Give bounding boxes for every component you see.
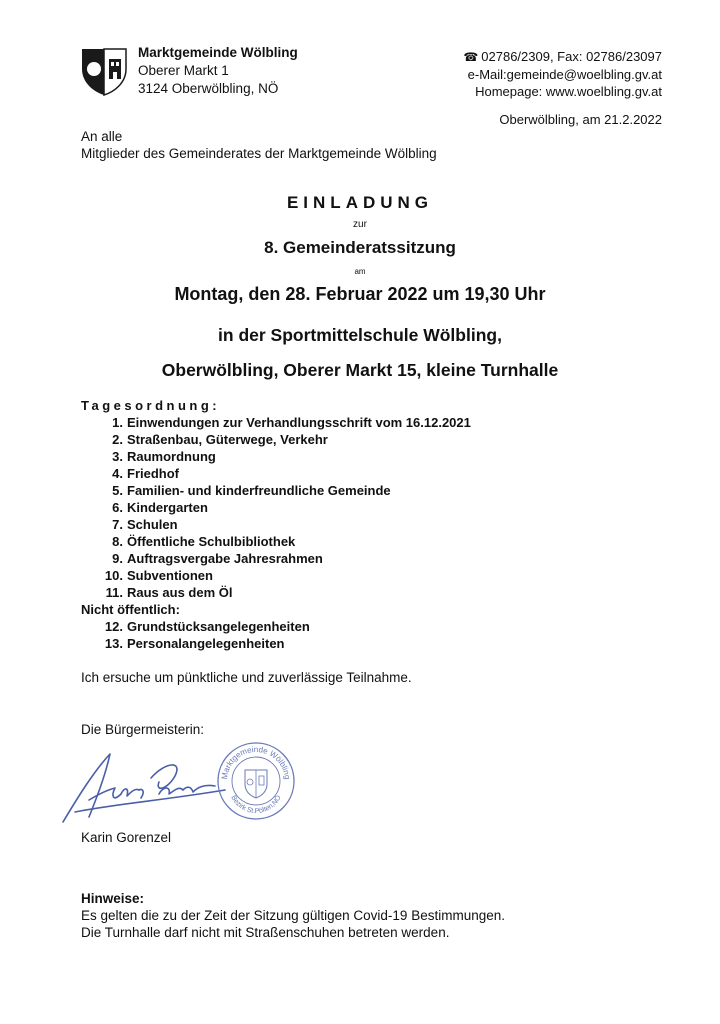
email-line: e-Mail:gemeinde@woelbling.gv.at	[467, 67, 662, 82]
notes-block	[81, 890, 505, 941]
organization-address	[138, 44, 298, 98]
recipient-line-2: Mitglieder des Gemeinderates der Marktgemeinde Wölbling	[81, 146, 437, 161]
organization-name: Marktgemeinde Wölbling	[138, 45, 298, 60]
homepage-line: Homepage: www.woelbling.gv.at	[475, 84, 662, 99]
agenda-item: 3. Raumordnung	[112, 449, 216, 464]
agenda-item: 10. Subventionen	[104, 568, 213, 583]
phone-icon: ☎	[463, 50, 479, 64]
session-location-2: Oberwölbling, Oberer Markt 15, kleine Turnhalle	[161, 360, 559, 380]
invitation-title: EINLADUNG	[286, 193, 434, 212]
agenda-item: 12. Grundstücksangelegenheiten	[104, 619, 310, 634]
recipient-block	[81, 128, 437, 162]
recipient-line-1: An alle	[81, 129, 123, 144]
agenda	[81, 397, 471, 652]
organization-street: Oberer Markt 1	[138, 63, 229, 78]
session-location-1: in der Sportmittelschule Wölbling,	[218, 325, 502, 345]
agenda-item: 8. Öffentliche Schulbibliothek	[112, 534, 296, 549]
agenda-item: 11. Raus aus dem Öl	[105, 585, 233, 600]
agenda-nonpublic-list	[81, 618, 471, 652]
agenda-nonpublic-title: Nicht öffentlich:	[81, 602, 180, 617]
phone-fax-text: 02786/2309, Fax: 02786/23097	[481, 49, 662, 64]
session-datetime: Montag, den 28. Februar 2022 um 19,30 Uhr	[174, 284, 546, 304]
agenda-item: 6. Kindergarten	[112, 500, 208, 515]
seal-text: Marktgemeinde Wölbling	[219, 744, 292, 780]
signer-name: Karin Gorenzel	[81, 830, 172, 845]
handwritten-signature	[55, 742, 235, 827]
session-title: 8. Gemeinderatssitzung	[264, 238, 456, 257]
agenda-item: 5. Familien- und kinderfreundliche Gemeinde	[112, 483, 391, 498]
notes-title: Hinweise:	[81, 891, 145, 906]
agenda-item: 1. Einwendungen zur Verhandlungsschrift vom 16.12.2021	[112, 415, 471, 430]
notes-line-1: Es gelten die zu der Zeit der Sitzung gültigen Covid-19 Bestimmungen.	[81, 908, 505, 923]
agenda-title: Tagesordnung:	[81, 398, 221, 413]
seal-text-bottom: Bezirk St.Pölten,NÖ	[229, 794, 283, 816]
municipal-seal	[215, 740, 297, 822]
attendance-request: Ich ersuche um pünktliche und zuverlässige Teilnahme.	[81, 670, 412, 685]
municipal-crest-icon	[78, 45, 130, 97]
contact-block	[463, 48, 662, 100]
agenda-public-list	[81, 414, 471, 601]
agenda-item: 13. Personalangelegenheiten	[104, 636, 285, 651]
agenda-item: 4. Friedhof	[112, 466, 179, 481]
agenda-item: 2. Straßenbau, Güterwege, Verkehr	[112, 432, 328, 447]
organization-city: 3124 Oberwölbling, NÖ	[138, 81, 279, 96]
notes-line-2: Die Turnhalle darf nicht mit Straßenschuhen betreten werden.	[81, 925, 450, 940]
agenda-item: 9. Auftragsvergabe Jahresrahmen	[112, 551, 323, 566]
invitation-am: am	[354, 267, 366, 276]
invitation-zur: zur	[353, 219, 367, 230]
signer-label: Die Bürgermeisterin:	[81, 722, 205, 737]
document-date: Oberwölbling, am 21.2.2022	[499, 112, 662, 127]
phone-fax-line	[463, 48, 662, 66]
agenda-item: 7. Schulen	[112, 517, 178, 532]
